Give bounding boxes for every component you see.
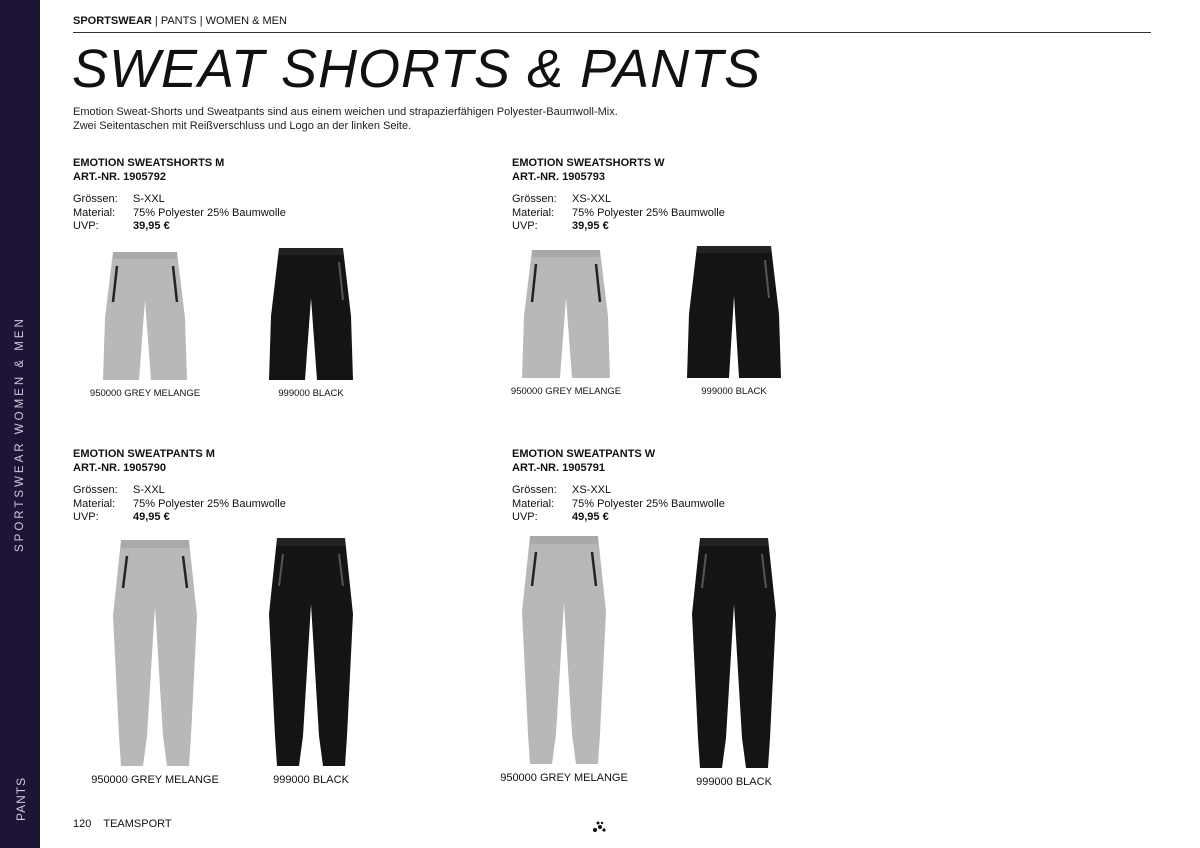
- material-label: Material:: [512, 497, 555, 510]
- variant-code: 999000 BLACK: [696, 776, 772, 788]
- price-label: UVP:: [73, 220, 99, 232]
- product-article-number: ART.-NR. 1905791: [512, 462, 605, 474]
- sidebar-section-label: PANTS: [14, 776, 28, 821]
- shorts-black-image: [261, 244, 361, 382]
- variant-code: 999000 BLACK: [278, 388, 344, 399]
- variant-code: 999000 BLACK: [273, 774, 349, 786]
- page-title: SWEAT SHORTS & PANTS: [72, 39, 762, 99]
- shorts-grey-image: [514, 246, 618, 380]
- material-value: 75% Polyester 25% Baumwolle: [572, 497, 725, 510]
- pants-grey-image: [105, 536, 205, 768]
- shorts-grey-image: [95, 248, 195, 382]
- variant-code: 950000 GREY MELANGE: [91, 774, 219, 786]
- material-label: Material:: [73, 497, 116, 510]
- price-value: 39,95 €: [572, 220, 609, 232]
- variant-code: 950000 GREY MELANGE: [510, 386, 622, 397]
- product-name: EMOTION SWEATSHORTS W: [512, 157, 665, 169]
- sizes-value: XS-XXL: [572, 484, 612, 496]
- sizes-label: Grössen:: [73, 193, 118, 205]
- sidebar-vertical-text: SPORTSWEAR WOMEN & MEN: [14, 316, 26, 552]
- variant-grey: [80, 248, 210, 399]
- price-value: 49,95 €: [133, 511, 170, 523]
- product-sweatpants-m: [73, 447, 286, 525]
- breadcrumb-main: SPORTSWEAR: [73, 15, 152, 27]
- product-specs: [512, 484, 725, 525]
- variant-black: [246, 244, 376, 399]
- product-sweatpants-w: [512, 447, 725, 525]
- product-sweatshorts-m: [73, 156, 286, 234]
- breadcrumb-sub: | PANTS | WOMEN & MEN: [151, 15, 287, 27]
- product-name: EMOTION SWEATPANTS W: [512, 448, 656, 460]
- variant-code: 950000 GREY MELANGE: [500, 772, 628, 784]
- sizes-value: XS-XXL: [572, 193, 612, 205]
- product-article-number: ART.-NR. 1905792: [73, 171, 166, 183]
- price-value: 39,95 €: [133, 220, 170, 232]
- product-article-number: ART.-NR. 1905790: [73, 462, 166, 474]
- price-label: UVP:: [512, 511, 538, 523]
- material-label: Material:: [512, 206, 555, 219]
- material-label: Material:: [73, 206, 116, 219]
- variant-black: [246, 534, 376, 786]
- shorts-black-image: [679, 242, 789, 380]
- pants-grey-image: [514, 532, 614, 766]
- variant-grey: [496, 532, 632, 784]
- footer: [73, 818, 184, 830]
- sizes-label: Grössen:: [512, 484, 557, 496]
- price-label: UVP:: [512, 220, 538, 232]
- variant-code: 950000 GREY MELANGE: [89, 388, 201, 399]
- sidebar: [0, 0, 40, 848]
- intro-text: [73, 105, 618, 133]
- breadcrumb: [73, 15, 287, 27]
- intro-line-2: Zwei Seitentaschen mit Reißverschluss und Logo an der linken Seite.: [73, 120, 412, 132]
- product-sweatshorts-w: [512, 156, 725, 234]
- variant-code: 999000 BLACK: [701, 386, 767, 397]
- material-value: 75% Polyester 25% Baumwolle: [133, 497, 286, 510]
- pants-black-image: [261, 534, 361, 768]
- page-number: 120: [73, 818, 92, 830]
- variant-grey: [500, 246, 632, 397]
- material-value: 75% Polyester 25% Baumwolle: [572, 206, 725, 219]
- variant-grey: [80, 536, 230, 786]
- brand-logo-icon: [592, 820, 606, 838]
- intro-line-1: Emotion Sweat-Shorts und Sweatpants sind aus einem weichen und strapazierfähigen Polyester-Baumwoll-Mix.: [73, 106, 618, 118]
- header-divider: [73, 32, 1151, 33]
- pants-black-image: [684, 534, 784, 770]
- footer-section: TEAMSPORT: [103, 818, 172, 830]
- product-name: EMOTION SWEATSHORTS M: [73, 157, 225, 169]
- sizes-label: Grössen:: [73, 484, 118, 496]
- sizes-value: S-XXL: [133, 484, 165, 496]
- product-specs: [73, 193, 286, 234]
- sizes-label: Grössen:: [512, 193, 557, 205]
- material-value: 75% Polyester 25% Baumwolle: [133, 206, 286, 219]
- product-name: EMOTION SWEATPANTS M: [73, 448, 215, 460]
- price-value: 49,95 €: [572, 511, 609, 523]
- variant-black: [668, 534, 800, 788]
- price-label: UVP:: [73, 511, 99, 523]
- sizes-value: S-XXL: [133, 193, 165, 205]
- product-article-number: ART.-NR. 1905793: [512, 171, 605, 183]
- variant-black: [668, 242, 800, 397]
- product-specs: [73, 484, 286, 525]
- product-specs: [512, 193, 725, 234]
